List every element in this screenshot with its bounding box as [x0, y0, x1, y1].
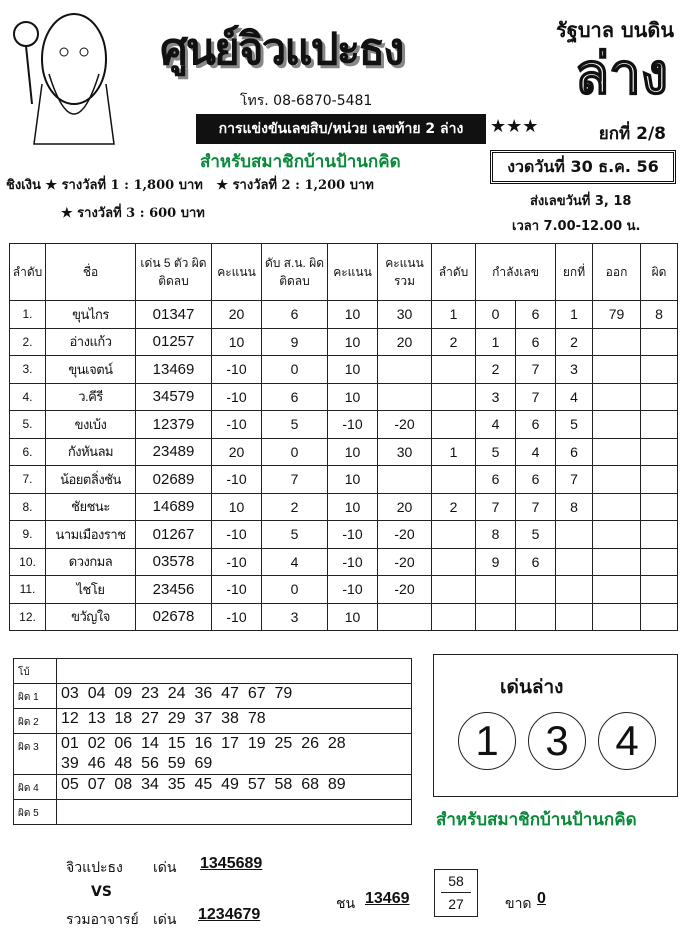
table-cell: 2 [262, 493, 328, 521]
table-cell: 5 [262, 411, 328, 439]
miss-table [13, 658, 412, 825]
table-cell [641, 521, 678, 549]
table-cell: 9 [476, 548, 516, 576]
table-cell [593, 411, 641, 439]
table-cell [378, 603, 432, 631]
table-row [10, 603, 678, 631]
table-cell: ชัยชนะ [46, 493, 136, 521]
table-row [10, 576, 678, 604]
table-row [10, 328, 678, 356]
table-cell: 7 [516, 383, 556, 411]
win-number: 13469 [365, 890, 410, 907]
miss-numbers: 01 02 06 14 15 16 17 19 25 26 28 39 46 48 56 59 69 [57, 734, 412, 775]
table-cell: 7 [476, 493, 516, 521]
table-cell: 1. [10, 301, 46, 329]
table-cell: 7. [10, 466, 46, 494]
table-cell: 03578 [136, 548, 212, 576]
table-cell: 14689 [136, 493, 212, 521]
prize-3: ★ รางวัลที่ 3 : 600 บาท [61, 206, 205, 221]
table-cell: ว.คีรี [46, 383, 136, 411]
highlight-digit: 4 [598, 712, 656, 770]
table-cell: 10 [328, 301, 378, 329]
lottery-type: รัฐบาล บนดิน [556, 18, 674, 42]
table-cell [378, 356, 432, 384]
table-cell: -20 [378, 576, 432, 604]
miss-numbers: 12 13 18 27 29 37 38 78 [57, 709, 412, 734]
table-cell: 01257 [136, 328, 212, 356]
table-cell [516, 603, 556, 631]
table-row [10, 383, 678, 411]
lower-label: ล่าง [574, 42, 668, 107]
highlight-digit: 1 [458, 712, 516, 770]
shop-title: ศูนย์จิวแปะธง [160, 24, 403, 75]
table-cell [432, 576, 476, 604]
table-cell: 8 [476, 521, 516, 549]
watermark: สำหรับสมาชิกบ้านป้านกคิด [200, 152, 401, 172]
table-cell: ขุนไกร [46, 301, 136, 329]
table-cell: 6 [262, 301, 328, 329]
prize-2: ★ รางวัลที่ 2 : 1,200 บาท [216, 178, 374, 193]
table-cell: กังหันลม [46, 438, 136, 466]
prize-1: ★ รางวัลที่ 1 : 1,800 บาท [45, 178, 203, 193]
table-cell: 6. [10, 438, 46, 466]
table-cell: ดวงกมล [46, 548, 136, 576]
round-number: ยกที่ 2/8 [598, 124, 666, 144]
column-header: คะแนน รวม [378, 244, 432, 301]
score-fraction [434, 869, 478, 917]
table-cell: -10 [328, 411, 378, 439]
contest-banner: การแข่งขันเลขสิบ/หน่วย เลขท้าย 2 ล่าง [196, 114, 486, 144]
table-cell: 23489 [136, 438, 212, 466]
table-cell [556, 603, 593, 631]
column-header: ออก [593, 244, 641, 301]
table-cell: อ่างแก้ว [46, 328, 136, 356]
table-cell [641, 493, 678, 521]
table-row [10, 548, 678, 576]
table-cell: 0 [262, 438, 328, 466]
table-cell: 3 [262, 603, 328, 631]
table-cell: 20 [212, 301, 262, 329]
table-cell: 2 [556, 328, 593, 356]
table-cell: 10 [328, 603, 378, 631]
table-cell: 10. [10, 548, 46, 576]
table-cell: 6 [516, 411, 556, 439]
fraction-bottom: 27 [448, 896, 464, 912]
score-table [9, 243, 678, 631]
table-cell: 1 [476, 328, 516, 356]
team1-name: จิวแปะธง [66, 860, 123, 876]
table-cell [432, 521, 476, 549]
table-row [10, 466, 678, 494]
table-cell: 7 [262, 466, 328, 494]
miss-row [14, 800, 412, 825]
miss-row [14, 684, 412, 709]
table-cell: 2 [476, 356, 516, 384]
deng-label: เด่น [153, 912, 177, 928]
table-cell: -10 [212, 356, 262, 384]
table-cell: 20 [378, 328, 432, 356]
table-cell: -10 [212, 576, 262, 604]
table-cell: 8 [641, 301, 678, 329]
miss-row [14, 734, 412, 775]
table-cell: 4. [10, 383, 46, 411]
miss-row [14, 775, 412, 800]
miss-row [14, 659, 412, 684]
column-header: เด่น 5 ตัว ผิดติดลบ [136, 244, 212, 301]
team1-number: 1345689 [200, 855, 263, 872]
table-cell [432, 603, 476, 631]
table-cell: ขวัญใจ [46, 603, 136, 631]
table-cell: -10 [212, 548, 262, 576]
table-cell: 13469 [136, 356, 212, 384]
table-cell: 7 [556, 466, 593, 494]
watermark: สำหรับสมาชิกบ้านป้านกคิด [436, 810, 637, 830]
miss-numbers: 05 07 08 34 35 45 49 57 58 68 89 [57, 775, 412, 800]
prize-label: ชิงเงิน [6, 178, 41, 193]
table-cell [593, 493, 641, 521]
table-cell: -10 [328, 548, 378, 576]
table-cell: 12. [10, 603, 46, 631]
table-cell [641, 548, 678, 576]
column-header: กำลังเลข [476, 244, 556, 301]
table-cell: 02689 [136, 466, 212, 494]
table-cell: 01267 [136, 521, 212, 549]
table-cell: 10 [328, 328, 378, 356]
table-cell: 2 [432, 328, 476, 356]
table-cell: น้อยตลิ่งชัน [46, 466, 136, 494]
table-cell: 20 [212, 438, 262, 466]
table-cell [432, 383, 476, 411]
table-cell: 9. [10, 521, 46, 549]
table-cell: 20 [378, 493, 432, 521]
table-cell [476, 576, 516, 604]
table-cell: 5 [262, 521, 328, 549]
miss-numbers [57, 800, 412, 825]
table-cell [476, 603, 516, 631]
table-cell: 10 [328, 383, 378, 411]
miss-label: ผิด 2 [14, 709, 57, 734]
table-cell: 5. [10, 411, 46, 439]
table-cell: 3 [556, 356, 593, 384]
table-cell [556, 521, 593, 549]
table-cell: 30 [378, 438, 432, 466]
table-cell: -10 [212, 411, 262, 439]
table-cell: ขงเบ้ง [46, 411, 136, 439]
miss-numbers [57, 659, 412, 684]
table-cell: 6 [262, 383, 328, 411]
table-cell: 10 [212, 493, 262, 521]
table-cell [593, 383, 641, 411]
lose-number: 0 [537, 890, 546, 907]
table-row [10, 356, 678, 384]
table-cell [641, 576, 678, 604]
miss-label: ผิด 1 [14, 684, 57, 709]
table-cell: 6 [516, 301, 556, 329]
highlight-digit: 3 [528, 712, 586, 770]
table-cell [556, 548, 593, 576]
table-cell: -10 [212, 603, 262, 631]
table-cell [432, 411, 476, 439]
table-cell: 10 [328, 356, 378, 384]
table-cell: -20 [378, 548, 432, 576]
column-header: ชื่อ [46, 244, 136, 301]
table-cell: 10 [328, 438, 378, 466]
table-cell: -10 [212, 383, 262, 411]
column-header: คะแนน [328, 244, 378, 301]
table-cell [593, 466, 641, 494]
table-cell [432, 356, 476, 384]
table-cell: 2. [10, 328, 46, 356]
table-cell: 0 [262, 356, 328, 384]
send-time: เวลา 7.00-12.00 น. [512, 219, 641, 234]
table-cell: 6 [516, 548, 556, 576]
table-cell: ไชโย [46, 576, 136, 604]
table-cell [641, 411, 678, 439]
table-cell: 8 [556, 493, 593, 521]
deng-label: เด่น [153, 860, 177, 876]
table-cell: 6 [516, 466, 556, 494]
table-cell: ขุนเจตน์ [46, 356, 136, 384]
table-cell: -20 [378, 411, 432, 439]
miss-label: ผิด 3 [14, 734, 57, 775]
table-cell [641, 328, 678, 356]
table-cell: 0 [476, 301, 516, 329]
table-cell [641, 438, 678, 466]
prize-list [6, 172, 481, 228]
table-cell: -10 [328, 521, 378, 549]
table-cell: 4 [262, 548, 328, 576]
win-label: ชน [336, 896, 356, 912]
table-cell: 6 [556, 438, 593, 466]
table-cell: -10 [212, 466, 262, 494]
table-cell [556, 576, 593, 604]
table-cell: 11. [10, 576, 46, 604]
lose-label: ขาด [505, 896, 532, 912]
draw-date: งวดวันที่ 30 ธ.ค. 56 [490, 150, 676, 184]
table-cell: 12379 [136, 411, 212, 439]
column-header: คะแนน [212, 244, 262, 301]
table-cell: 3. [10, 356, 46, 384]
vs-label: VS [91, 884, 112, 900]
table-cell: 6 [516, 328, 556, 356]
table-cell: 4 [556, 383, 593, 411]
table-cell [641, 466, 678, 494]
table-cell [593, 548, 641, 576]
table-cell: 6 [476, 466, 516, 494]
table-cell: 4 [476, 411, 516, 439]
send-days: ส่งเลขวันที่ 3, 18 [530, 194, 632, 209]
miss-label: โบ้ [14, 659, 57, 684]
table-row [10, 493, 678, 521]
table-cell: 4 [516, 438, 556, 466]
table-cell: 79 [593, 301, 641, 329]
table-cell: 7 [516, 356, 556, 384]
table-cell [378, 383, 432, 411]
table-cell: 3 [476, 383, 516, 411]
table-cell: 5 [516, 521, 556, 549]
table-cell: 5 [556, 411, 593, 439]
table-cell: 30 [378, 301, 432, 329]
table-cell [593, 356, 641, 384]
table-row [10, 411, 678, 439]
table-cell: -20 [378, 521, 432, 549]
table-cell [641, 383, 678, 411]
table-cell: 10 [328, 493, 378, 521]
table-cell [593, 603, 641, 631]
table-cell: 1 [556, 301, 593, 329]
miss-numbers: 03 04 09 23 24 36 47 67 79 [57, 684, 412, 709]
column-header: ดับ ส.น. ผิดติดลบ [262, 244, 328, 301]
table-cell [593, 328, 641, 356]
table-cell: 1 [432, 301, 476, 329]
table-cell: 01347 [136, 301, 212, 329]
table-cell [593, 521, 641, 549]
miss-label: ผิด 5 [14, 800, 57, 825]
table-cell: 10 [328, 466, 378, 494]
stars-icon: ★★★ [490, 116, 539, 137]
table-cell: 0 [262, 576, 328, 604]
table-cell [432, 548, 476, 576]
miss-label: ผิด 4 [14, 775, 57, 800]
column-header: ลำดับ [10, 244, 46, 301]
table-cell: 5 [476, 438, 516, 466]
table-cell: 8. [10, 493, 46, 521]
table-cell [378, 466, 432, 494]
column-header: ยกที่ [556, 244, 593, 301]
table-cell: 2 [432, 493, 476, 521]
table-row [10, 521, 678, 549]
table-row [10, 301, 678, 329]
old-man-mascot-illustration [4, 4, 134, 154]
phone-number: โทร. 08-6870-5481 [240, 93, 373, 109]
table-cell: นามเมืองราช [46, 521, 136, 549]
highlight-title: เด่นล่าง [500, 676, 564, 698]
table-cell [432, 466, 476, 494]
column-header: ผิด [641, 244, 678, 301]
table-cell: 10 [212, 328, 262, 356]
table-cell: 02678 [136, 603, 212, 631]
column-header: ลำดับ [432, 244, 476, 301]
table-cell: 23456 [136, 576, 212, 604]
table-cell [516, 576, 556, 604]
table-cell: 7 [516, 493, 556, 521]
team2-name: รวมอาจารย์ [66, 912, 139, 928]
table-cell [641, 356, 678, 384]
table-cell [641, 603, 678, 631]
table-cell: -10 [212, 521, 262, 549]
table-row [10, 438, 678, 466]
team2-number: 1234679 [198, 906, 261, 923]
miss-row [14, 709, 412, 734]
table-cell [593, 438, 641, 466]
table-cell: 1 [432, 438, 476, 466]
table-cell: -10 [328, 576, 378, 604]
table-cell [593, 576, 641, 604]
table-cell: 9 [262, 328, 328, 356]
fraction-top: 58 [441, 870, 471, 893]
table-cell: 34579 [136, 383, 212, 411]
